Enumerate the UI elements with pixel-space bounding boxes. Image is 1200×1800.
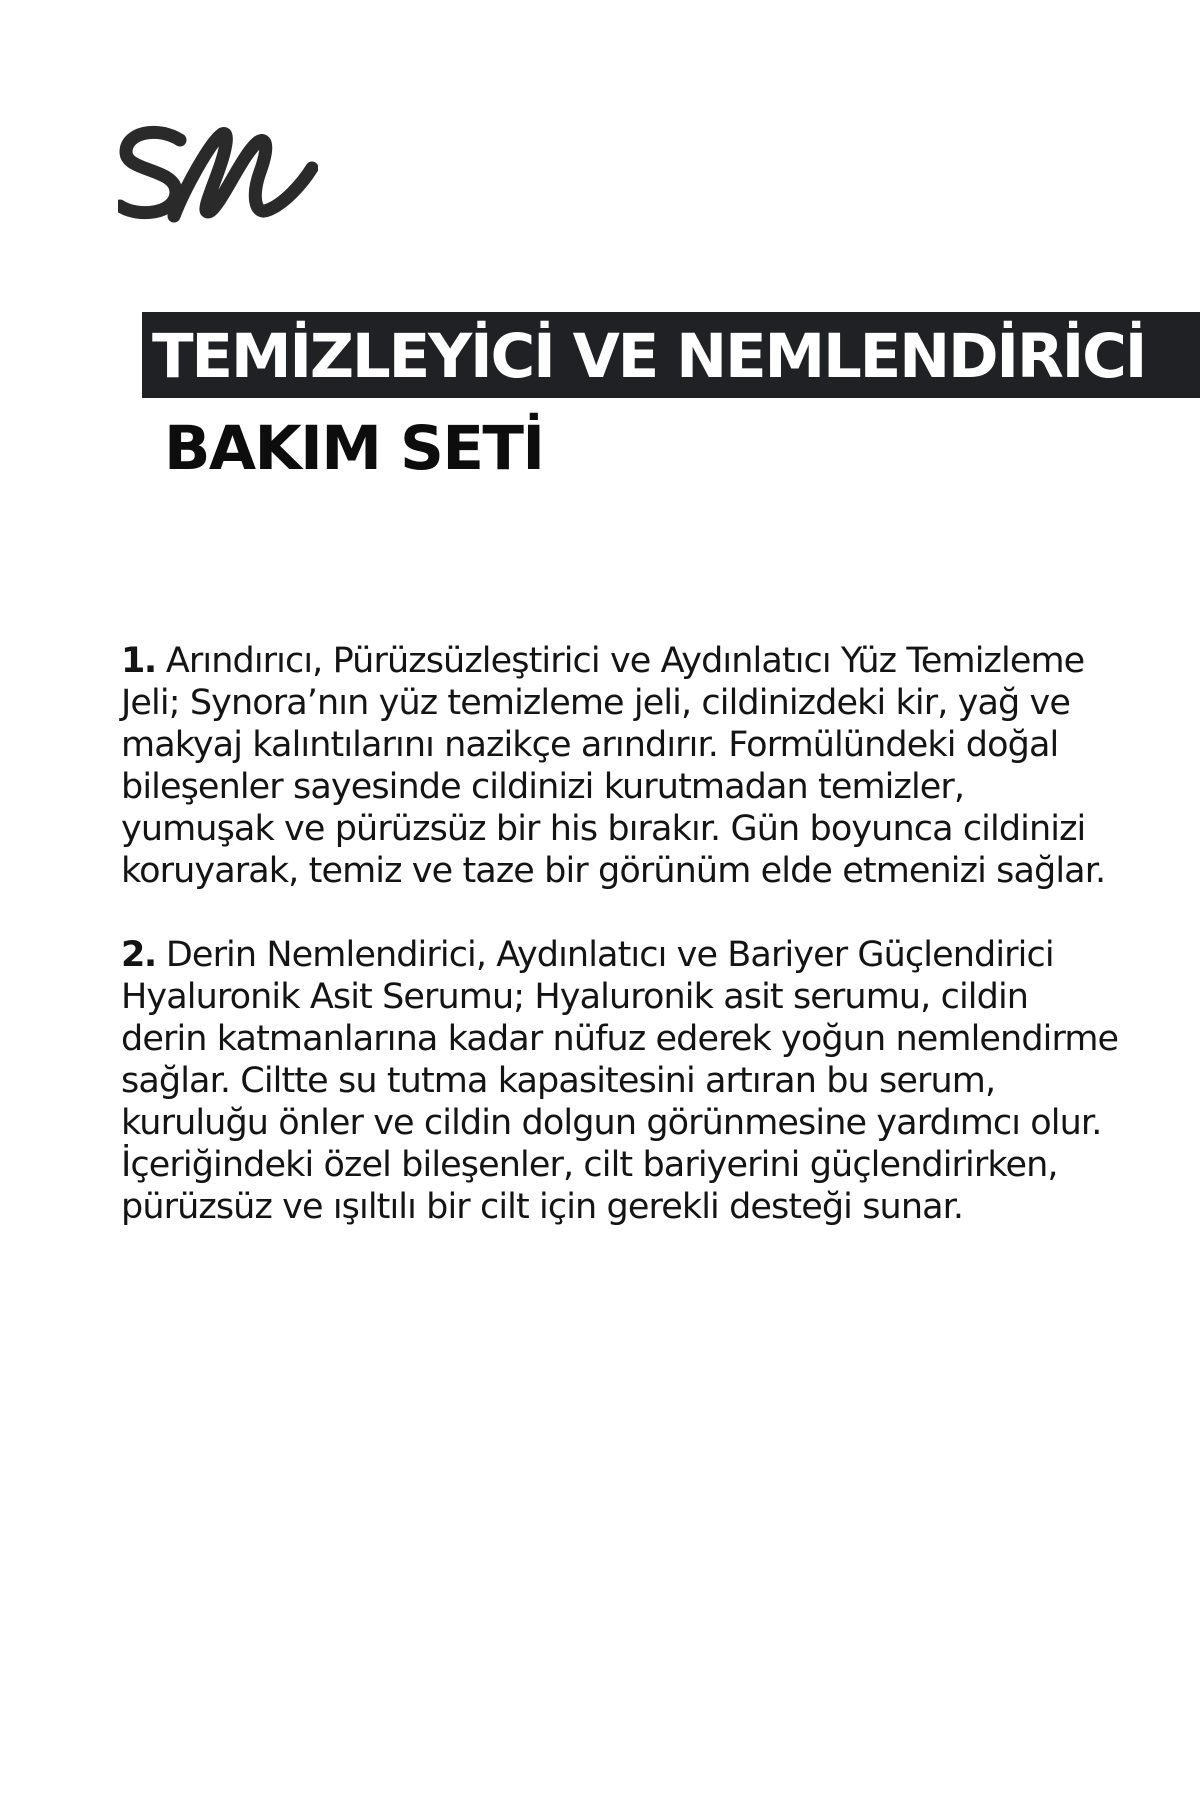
- brand-logo: [118, 120, 318, 230]
- item-text: Arındırıcı, Pürüzsüzleştirici ve Aydınlatıcı Yüz Temizleme Jeli; Synora’nın yüz temizleme jeli, cildinizdeki kir, yağ ve makyaj kalıntılarını nazikçe arındırır. Formülündeki doğal bileşenler sayesinde cildinizi kurutmadan temizler, yumuşak ve pürüzsüz bir his bırakır. Gün boyunca cildinizi koruyarak, temiz ve taze bir görünüm elde etmenizi sağlar.: [121, 641, 1106, 891]
- item-number: 2.: [121, 935, 156, 975]
- logo-mark-icon: [118, 120, 318, 230]
- item-text: Derin Nemlendirici, Aydınlatıcı ve Bariyer Güçlendirici Hyaluronik Asit Serumu; Hyaluronik asit serumu, cildin derin katmanlarına kadar nüfuz ederek yoğun nemlendirme sağlar. Ciltte su tutma kapasitesini artıran bu serum, kuruluğu önler ve cildin dolgun görünmesine yardımcı olur. İçeriğindeki özel bileşenler, cilt bariyerini güçlendirirken, pürüzsüz ve ışıltılı bir cilt için gerekli desteği sunar.: [121, 935, 1119, 1227]
- product-description: [121, 640, 1121, 1270]
- list-item: [121, 640, 1121, 892]
- item-number: 1.: [121, 641, 156, 681]
- page-title-line2: BAKIM SETİ: [164, 413, 544, 484]
- list-item: [121, 934, 1121, 1228]
- page-title-line1: TEMİZLEYİCİ VE NEMLENDİRİCİ: [152, 321, 1146, 392]
